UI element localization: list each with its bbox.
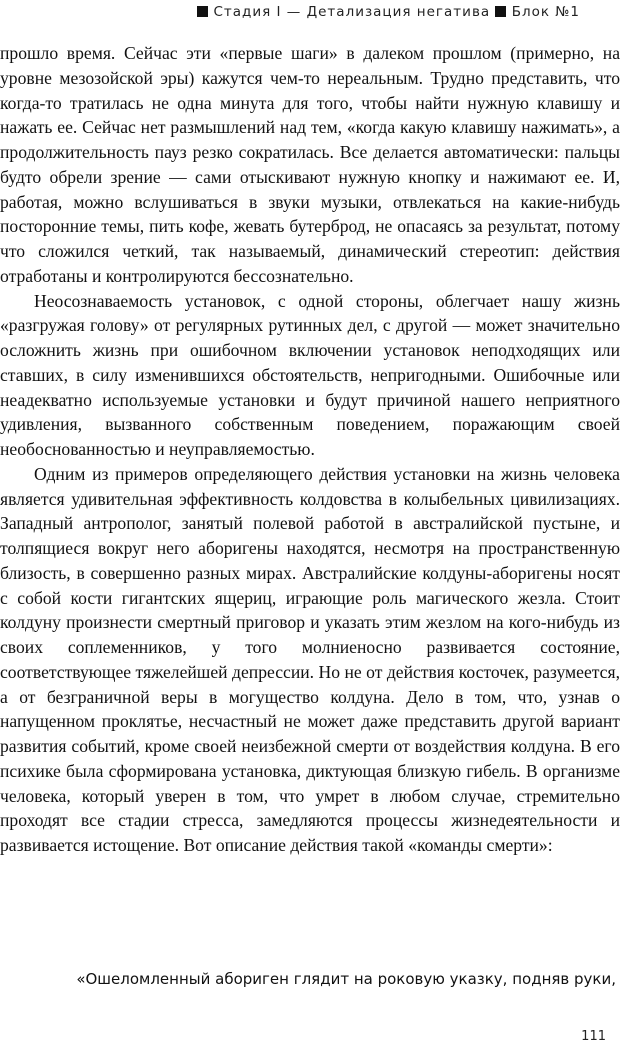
paragraph: Одним из примеров определяющего действия установки на жизнь человека является удивительная эффективность колдовства в колыбельных цивилизациях. Западный антрополог, занятый полевой работой в австралийской пустыне, и толпящиеся вокруг него аборигены находятся, несмотря на пространственную близость, в совершенно разных мирах. Австралийские колдуны-аборигены носят с собой кости гигантских ящериц, играющие роль магического жезла. Стоит колдуну произнести смертный приговор и указать этим жезлом на кого-нибудь из своих соплеменников, у того молниеносно развивается состояние, соответствующее тяжелейшей депрессии. Но не от действия косточек, разумеется, а от безграничной веры в могущество колдуна. Дело в том, что, узнав о напущенном проклятье, несчастный не может даже представить другой вариант развития событий, кроме своей неизбежной смерти от воздействия колдуна. В его психике была сформирована установка, диктующая близкую гибель. В организме человека, который уверен в том, что умрет в любом случае, стремительно проходят все стадии стресса, замедляются процессы жизнедеятельности и развивается истощение. Вот описание действия такой «команды смерти»: [0,463,620,855]
header-stage: Стадия I — Детализация негатива [213,4,491,20]
body-text [0,41,620,858]
header-block: Блок №1 [511,4,580,20]
paragraph: прошло время. Сейчас эти «первые шаги» в далеком прошлом (примерно, на уровне мезозойской эры) кажутся чем-то нереальным. Трудно представить, что когда-то тратилась не одна минута для того, чтобы найти нужную клавишу и нажать ее. Сейчас нет размышлений над тем, «когда какую клавишу нажимать», а продолжительность пауз резко сократилась. Все делается автоматически: пальцы будто обрели зрение — сами отыскивают нужную кнопку и нажимают ее. И, работая, можно вслушиваться в звуки музыки, отвлекаться на какие-нибудь посторонние темы, пить кофе, жевать бутерброд, не опасаясь за результат, потому что сложился четкий, так называемый, динамический стереотип: действия отработаны и контролируются бессознательно. [0,43,620,286]
quote-text: «Ошеломленный абориген глядит на роковую указку, подняв руки, [76,970,616,988]
running-header [197,4,580,20]
paragraph: Неосознаваемость установок, с одной стороны, облегчает нашу жизнь «разгружая голову» от регулярных рутинных дел, с другой — может значительно осложнить жизнь при ошибочном включении установок неподходящих или ставших, в силу изменившихся обстоятельств, непригодными. Ошибочные или неадекватно используемые установки и будут причиной нашего неприятного удивления, вызванного собственным поведением, поражающим своей необоснованностью и неуправляемостью. [0,290,620,459]
square-bullet-icon [495,6,506,17]
page-number: 111 [581,1029,606,1044]
square-bullet-icon [197,6,208,17]
